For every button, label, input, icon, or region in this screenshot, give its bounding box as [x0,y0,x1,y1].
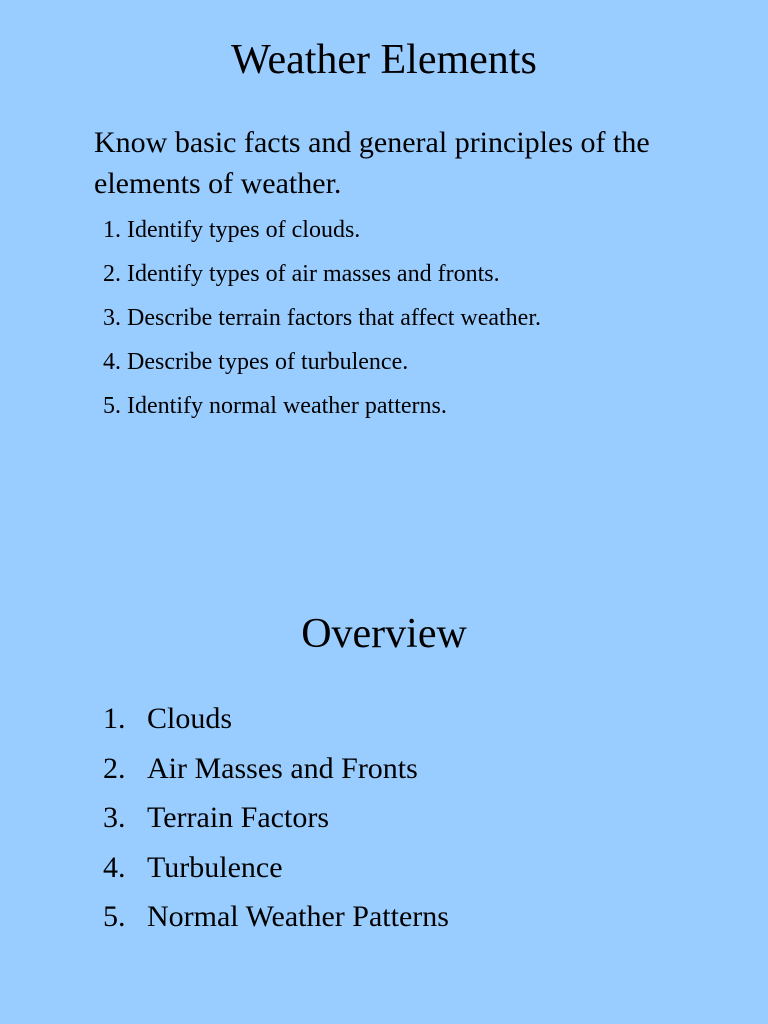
list-item [103,340,541,384]
item-text: Clouds [147,702,233,735]
item-text: Identify normal weather patterns. [127,393,447,419]
item-text: Describe types of turbulence. [127,349,409,375]
item-text: Identify types of clouds. [127,217,361,243]
item-text: Terrain Factors [147,801,329,834]
overview-list [103,694,449,942]
item-number: 4. [103,349,121,375]
item-number: 5. [103,393,121,419]
list-item [103,793,449,843]
slide-title: Overview [301,611,467,657]
item-number: 2. [103,751,126,785]
item-text: Identify types of air masses and fronts. [127,261,500,287]
item-number: 3. [103,305,121,331]
list-item [103,208,541,252]
item-text: Normal Weather Patterns [147,900,449,933]
item-text: Air Masses and Fronts [147,751,418,785]
item-text: Turbulence [147,850,283,884]
list-item [103,252,541,296]
item-number: 5. [103,900,126,933]
intro-text: Know basic facts and general principles of the elements of weather. [94,126,650,200]
slide-title: Weather Elements [231,37,537,83]
list-item [103,694,449,744]
list-item [103,296,541,340]
list-item [103,892,449,942]
item-number: 1. [103,217,121,243]
item-number: 3. [103,801,126,834]
list-item [103,744,449,794]
overview-slide [0,512,768,1024]
item-number: 1. [103,702,126,735]
objectives-list [103,208,541,428]
list-item [103,843,449,893]
item-number: 2. [103,261,121,287]
item-text: Describe terrain factors that affect weather. [127,305,541,331]
list-item [103,384,541,428]
item-number: 4. [103,850,126,884]
